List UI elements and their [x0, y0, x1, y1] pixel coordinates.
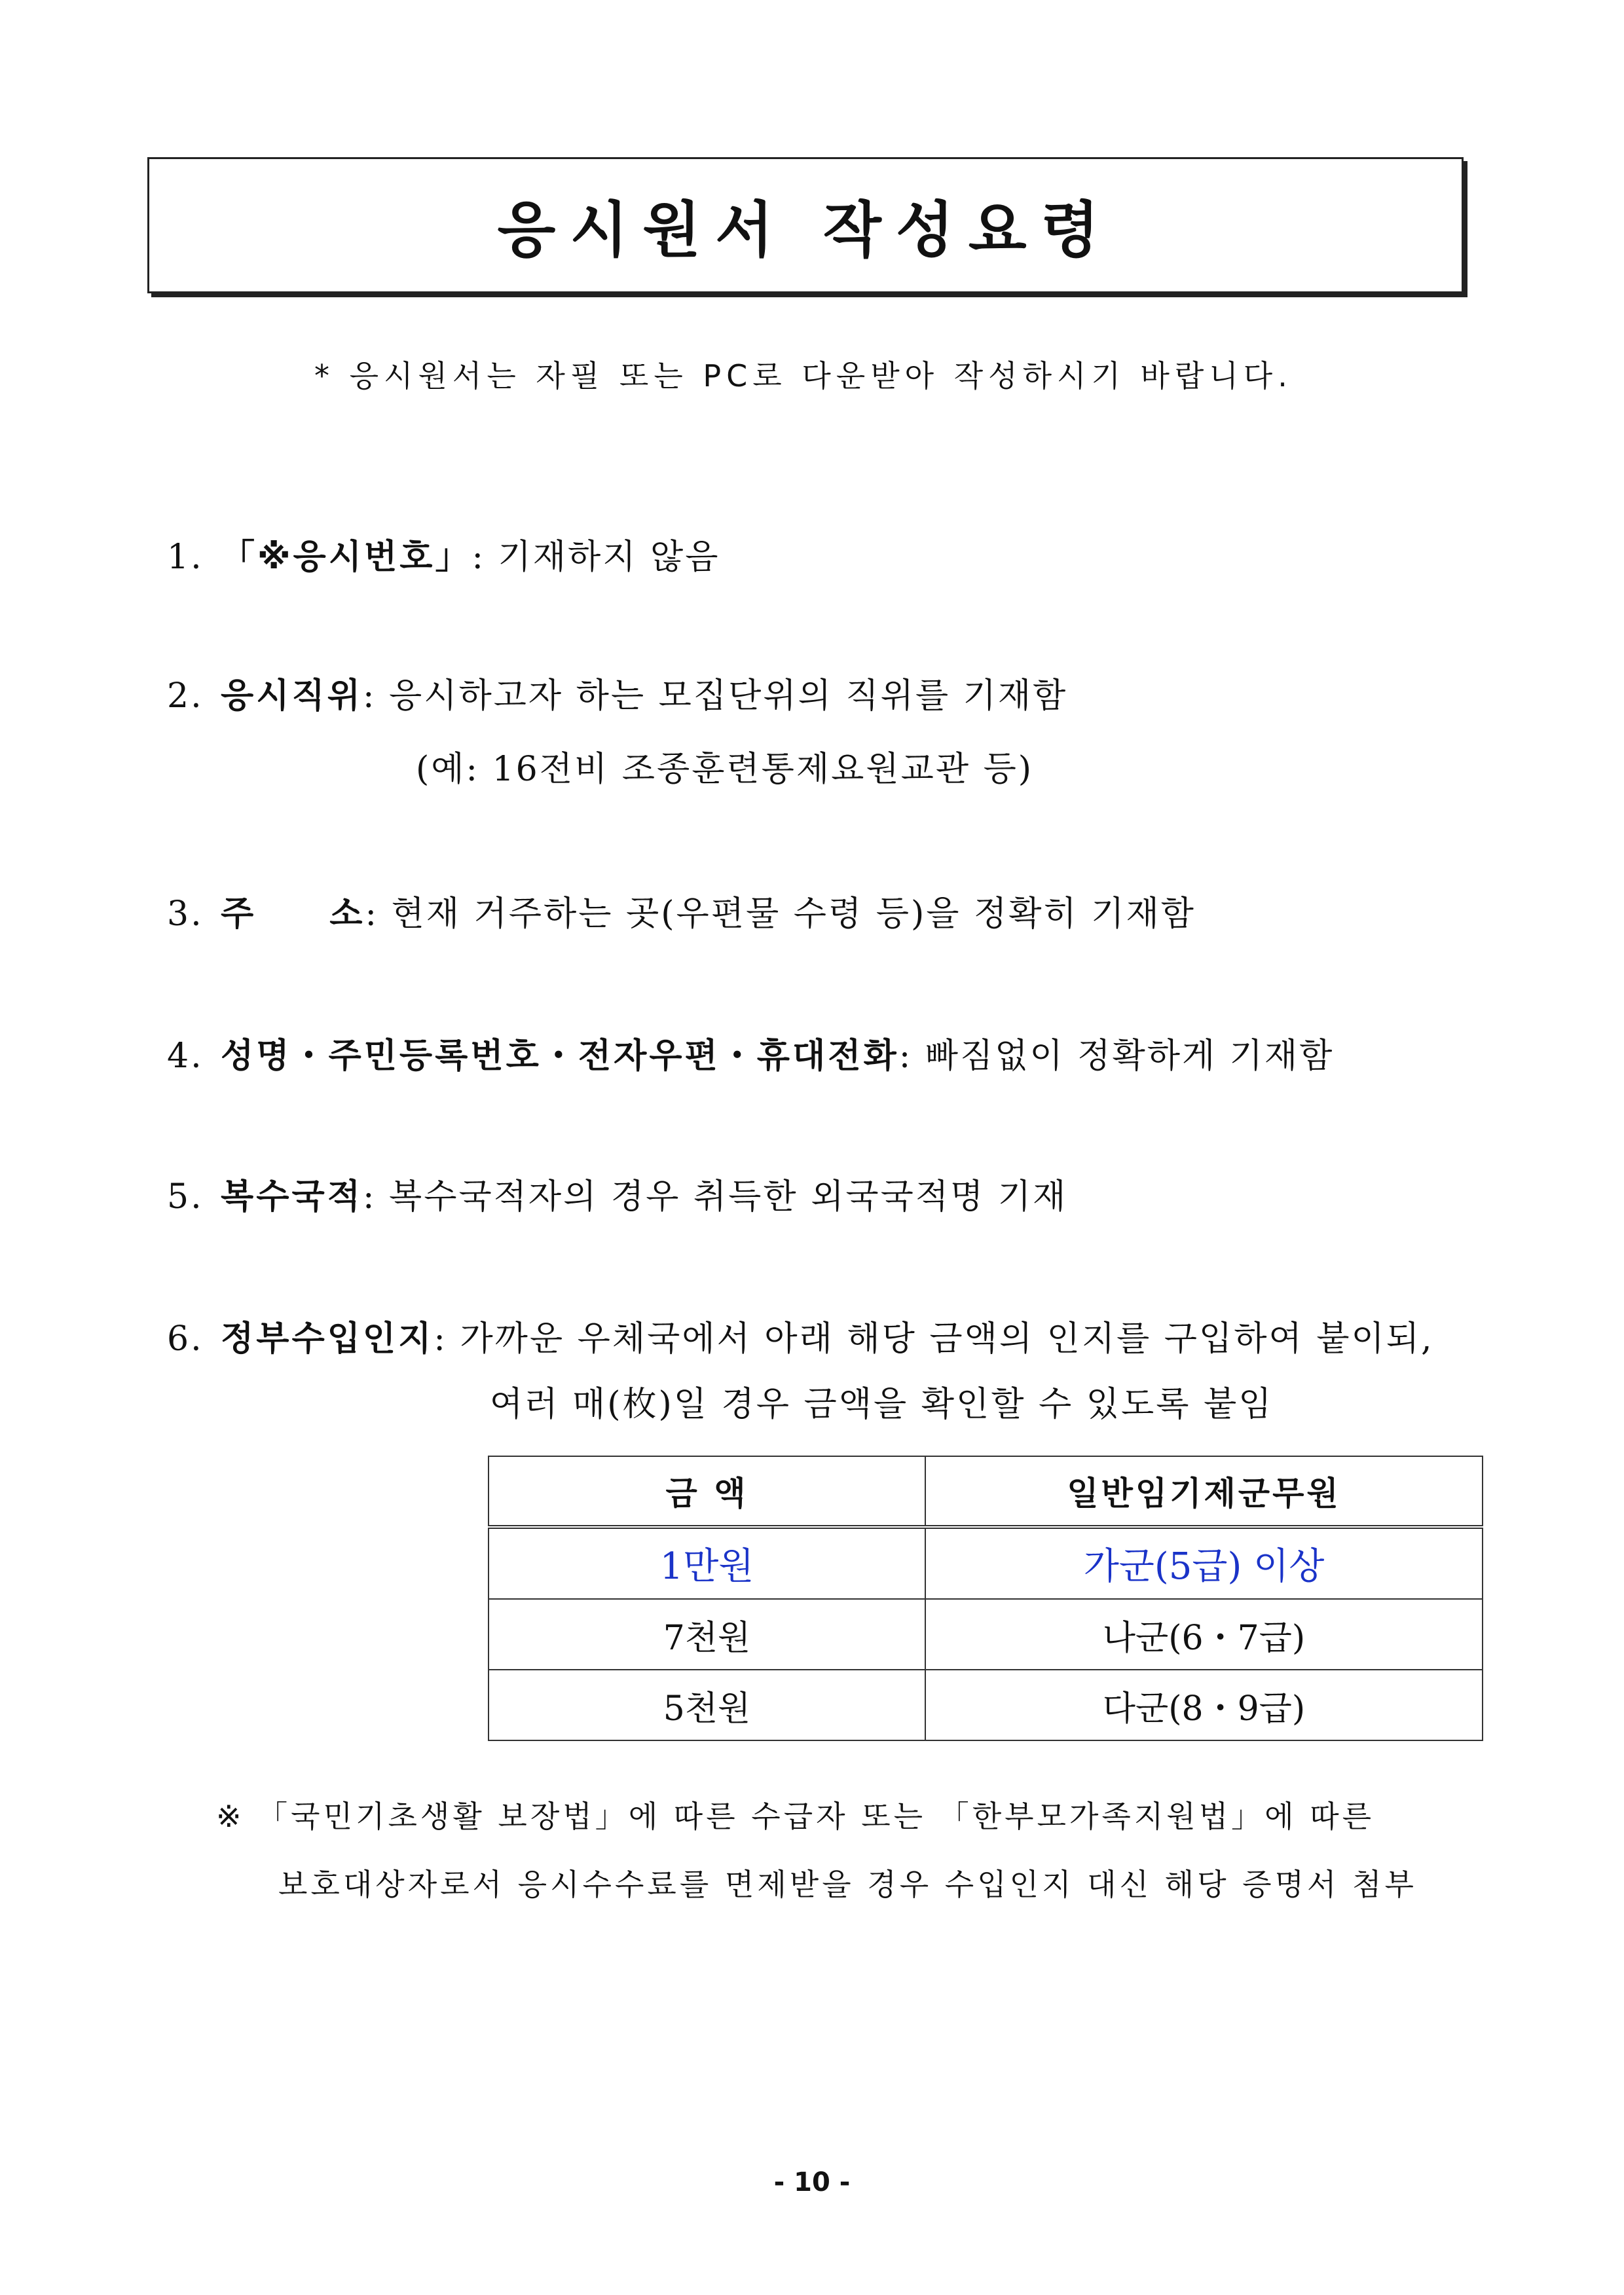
- item-label: 주 소: [221, 894, 365, 934]
- table-row: [489, 1599, 1483, 1670]
- page-number: - 10 -: [773, 2167, 851, 2197]
- item-3: [167, 886, 1196, 935]
- item-4: [167, 1028, 1334, 1077]
- item-number: 3.: [167, 894, 204, 934]
- item-text: : 가까운 우체국에서 아래 해당 금액의 인지를 구입하여 붙이되,: [434, 1319, 1434, 1359]
- header-amount: 금 액: [489, 1456, 925, 1527]
- item-label: 응시직위: [221, 676, 363, 716]
- table-row: [489, 1527, 1483, 1599]
- item-text: : 빠짐없이 정확하게 기재함: [898, 1037, 1335, 1076]
- item-2: [167, 668, 1067, 717]
- table-row: [489, 1670, 1483, 1740]
- item-5: [167, 1169, 1067, 1218]
- item-number: 1.: [167, 538, 204, 577]
- item-2-continuation: (예: 16전비 조종훈련통제요원교관 등): [416, 750, 1034, 789]
- item-label: 「※응시번호」: [221, 538, 472, 577]
- item-label: 복수국적: [221, 1177, 363, 1217]
- item-label: 정부수입인지: [221, 1319, 434, 1359]
- amount-cell: 7천원: [489, 1599, 925, 1670]
- amount-cell: 5천원: [489, 1670, 925, 1740]
- header-category: 일반임기제군무원: [925, 1456, 1483, 1527]
- item-text: : 응시하고자 하는 모집단위의 직위를 기재함: [362, 676, 1068, 716]
- item-number: 4.: [167, 1037, 204, 1076]
- category-cell: 다군(8・9급): [925, 1670, 1483, 1740]
- item-text: : 기재하지 않음: [471, 538, 720, 577]
- category-cell: 나군(6・7급): [925, 1599, 1483, 1670]
- intro-note: * 응시원서는 자필 또는 PC로 다운받아 작성하시기 바랍니다.: [314, 358, 1293, 394]
- item-6: [167, 1311, 1434, 1360]
- item-number: 6.: [167, 1319, 204, 1359]
- fee-table: [488, 1456, 1483, 1741]
- item-text: : 현재 거주하는 곳(우편물 수령 등)을 정확히 기재함: [365, 894, 1196, 934]
- amount-cell: 1만원: [489, 1527, 925, 1599]
- table-header-row: [489, 1456, 1483, 1527]
- item-number: 5.: [167, 1177, 204, 1217]
- item-number: 2.: [167, 676, 204, 716]
- exemption-note-line2: 보호대상자로서 응시수수료를 면제받을 경우 수입인지 대신 해당 증명서 첨부: [278, 1867, 1417, 1902]
- page-title: 응시원서 작성요령: [497, 195, 1114, 265]
- item-text: : 복수국적자의 경우 취득한 외국국적명 기재: [362, 1177, 1068, 1217]
- category-cell: 가군(5급) 이상: [925, 1527, 1483, 1599]
- title-box: [147, 157, 1464, 293]
- exemption-note-line1: ※ 「국민기초생활 보장법」에 따른 수급자 또는 「한부모가족지원법」에 따른: [216, 1799, 1375, 1834]
- item-6-continuation: 여러 매(枚)일 경우 금액을 확인할 수 있도록 붙임: [490, 1385, 1274, 1424]
- item-1: [167, 529, 720, 578]
- item-label: 성명・주민등록번호・전자우편・휴대전화: [221, 1037, 899, 1076]
